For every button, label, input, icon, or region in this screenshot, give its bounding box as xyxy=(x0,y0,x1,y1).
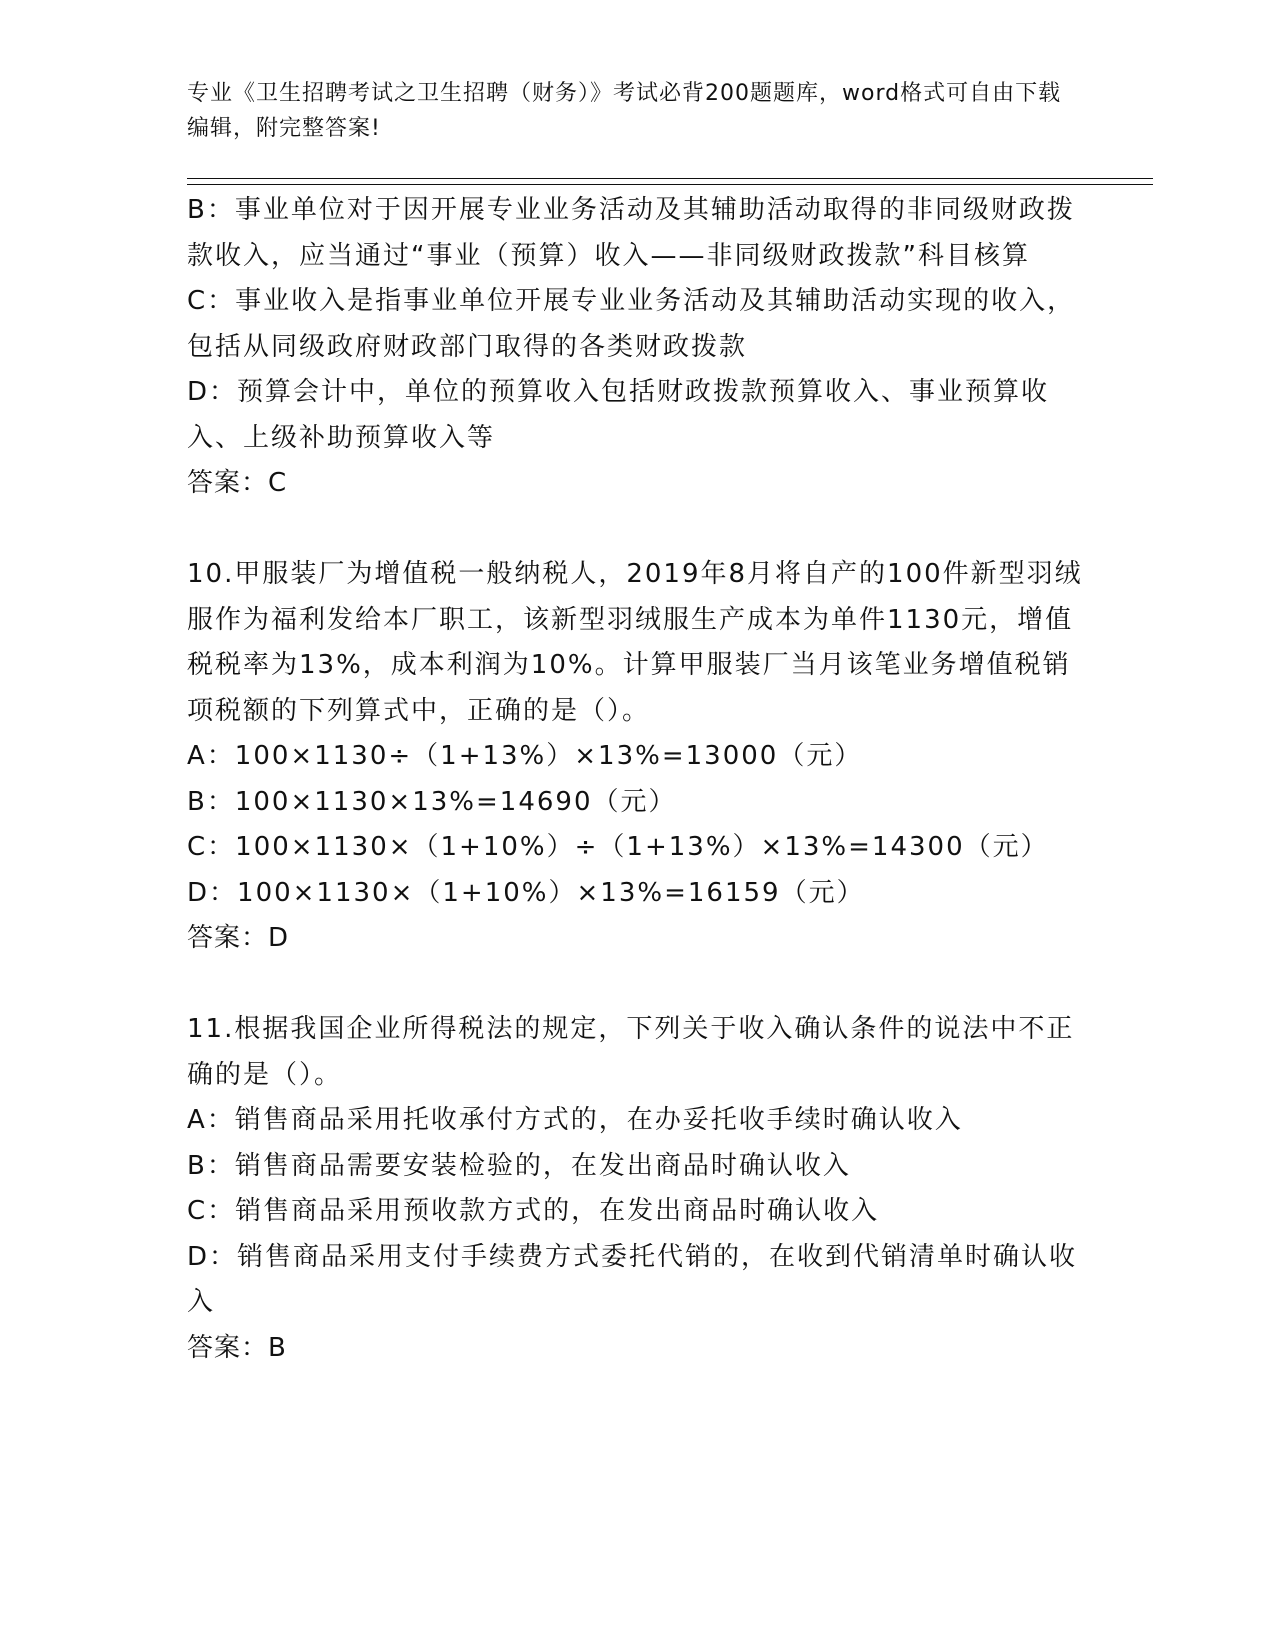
document-header: 专业《卫生招聘考试之卫生招聘（财务）》考试必背200题题库，word格式可自由下载编辑，附完整答案! xyxy=(187,81,1062,141)
q11-answer xyxy=(187,1326,1087,1372)
q11-answer-value: B xyxy=(268,1332,287,1363)
q11-option-d: D：销售商品采用支付手续费方式委托代销的，在收到代销清单时确认收入 xyxy=(187,1241,1078,1317)
q9-answer-label: 答案： xyxy=(187,468,269,498)
q9-option-c: C：事业收入是指事业单位开展专业业务活动及其辅助活动实现的收入，包括从同级政府财政部门取得的各类财政拨款 xyxy=(187,286,1076,362)
q10-option-d: D：100×1130×（1+10%）×13%=16159（元） xyxy=(187,877,865,908)
q9-option-b: B：事业单位对于因开展专业业务活动及其辅助活动取得的非同级财政拨款收入，应当通过“事业（预算）收入——非同级财政拨款”科目核算 xyxy=(187,195,1075,271)
q11-option-c: C：销售商品采用预收款方式的，在发出商品时确认收入 xyxy=(187,1196,880,1226)
q10-option-c: C：100×1130×（1+10%）÷（1+13%）×13%=14300（元） xyxy=(187,832,1049,862)
spacer xyxy=(187,962,1087,1008)
spacer xyxy=(187,507,1087,553)
question-10 xyxy=(187,552,1087,962)
q11-option-a: A：销售商品采用托收承付方式的，在办妥托收手续时确认收入 xyxy=(187,1105,963,1135)
question-9-options xyxy=(187,188,1087,507)
question-content xyxy=(187,188,1087,1371)
q9-option-d: D：预算会计中，单位的预算收入包括财政拨款预算收入、事业预算收入、上级补助预算收入等 xyxy=(187,377,1050,453)
q9-answer xyxy=(187,461,1087,507)
header-rule-top xyxy=(187,178,1153,179)
q9-answer-value: C xyxy=(268,468,288,498)
q10-answer xyxy=(187,916,1087,962)
q10-option-b: B：100×1130×13%=14690（元） xyxy=(187,786,677,817)
q10-option-a: A：100×1130÷（1+13%）×13%=13000（元） xyxy=(187,741,863,771)
q10-stem: 10.甲服装厂为增值税一般纳税人，2019年8月将自产的100件新型羽绒服作为福利发给本厂职工，该新型羽绒服生产成本为单件1130元，增值税税率为13%，成本利润为10%。计算甲服装厂当月该笔业务增值税销项税额的下列算式中，正确的是（）。 xyxy=(187,559,1083,726)
q11-stem: 11.根据我国企业所得税法的规定，下列关于收入确认条件的说法中不正确的是（）。 xyxy=(187,1014,1075,1090)
header-rule-bottom xyxy=(187,184,1153,185)
question-11 xyxy=(187,1007,1087,1371)
q10-answer-value: D xyxy=(268,923,290,953)
q10-answer-label: 答案： xyxy=(187,923,269,953)
q11-option-b: B：销售商品需要安装检验的，在发出商品时确认收入 xyxy=(187,1150,851,1181)
q11-answer-label: 答案： xyxy=(187,1332,269,1363)
